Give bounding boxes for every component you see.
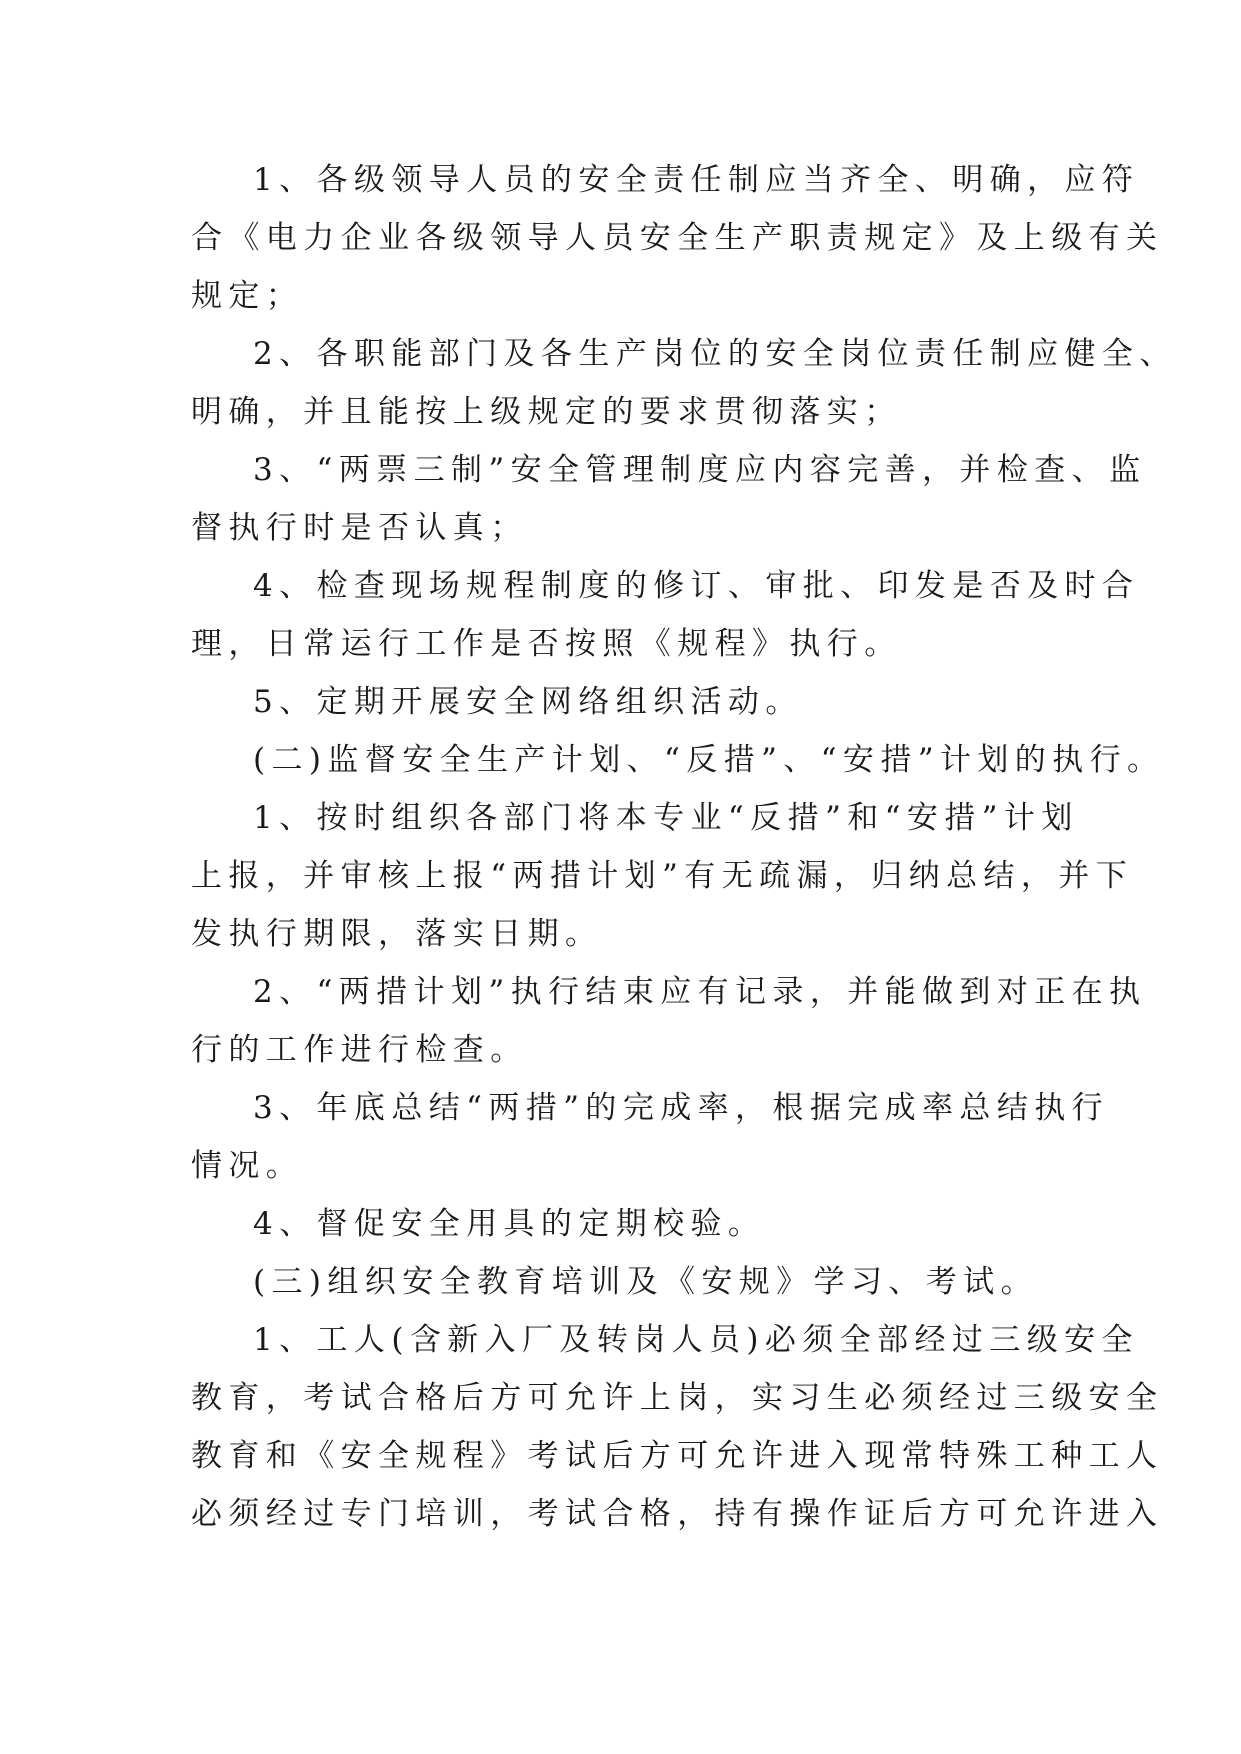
paragraph-line: 1、各级领导人员的安全责任制应当齐全、明确，应符 [253,162,1140,198]
paragraph-line: 合《电力企业各级领导人员安全生产职责规定》及上级有关 [191,220,1164,256]
paragraph-line: 5、定期开展安全网络组织活动。 [253,684,803,720]
paragraph-line: 4、检查现场规程制度的修订、审批、印发是否及时合 [253,568,1140,604]
paragraph-line: 明确，并且能按上级规定的要求贯彻落实； [191,394,902,430]
paragraph-line: 4、督促安全用具的定期校验。 [253,1206,766,1242]
paragraph-line: 理，日常运行工作是否按照《规程》执行。 [191,626,902,662]
paragraph-line: 3、年底总结“两措”的完成率，根据完成率总结执行 [253,1090,1110,1126]
paragraph-line: 规定； [191,278,304,314]
section-heading-3: (三)组织安全教育培训及《安规》学习、考试。 [253,1264,1038,1300]
paragraph-line: 1、工人(含新入厂及转岗人员)必须全部经过三级安全 [253,1322,1139,1358]
paragraph-line: 行的工作进行检查。 [191,1032,528,1068]
paragraph-line: 教育和《安全规程》考试后方可允许进入现常特殊工种工人 [191,1438,1164,1474]
paragraph-line: 情况。 [191,1148,304,1184]
paragraph-line: 教育，考试合格后方可允许上岗，实习生必须经过三级安全 [191,1380,1164,1416]
paragraph-line: 发执行期限，落实日期。 [191,916,603,952]
section-heading-2: (二)监督安全生产计划、“反措”、“安措”计划的执行。 [253,742,1165,778]
paragraph-line: 督执行时是否认真； [191,510,528,546]
paragraph-line: 上报，并审核上报“两措计划”有无疏漏，归纳总结，并下 [191,858,1134,894]
paragraph-line: 2、各职能部门及各生产岗位的安全岗位责任制应健全、 [253,336,1177,372]
paragraph-line: 2、“两措计划”执行结束应有记录，并能做到对正在执 [253,974,1147,1010]
paragraph-line: 3、“两票三制”安全管理制度应内容完善，并检查、监 [253,452,1147,488]
paragraph-line: 必须经过专门培训，考试合格，持有操作证后方可允许进入 [191,1496,1164,1532]
paragraph-line: 1、按时组织各部门将本专业“反措”和“安措”计划 [253,800,1079,836]
